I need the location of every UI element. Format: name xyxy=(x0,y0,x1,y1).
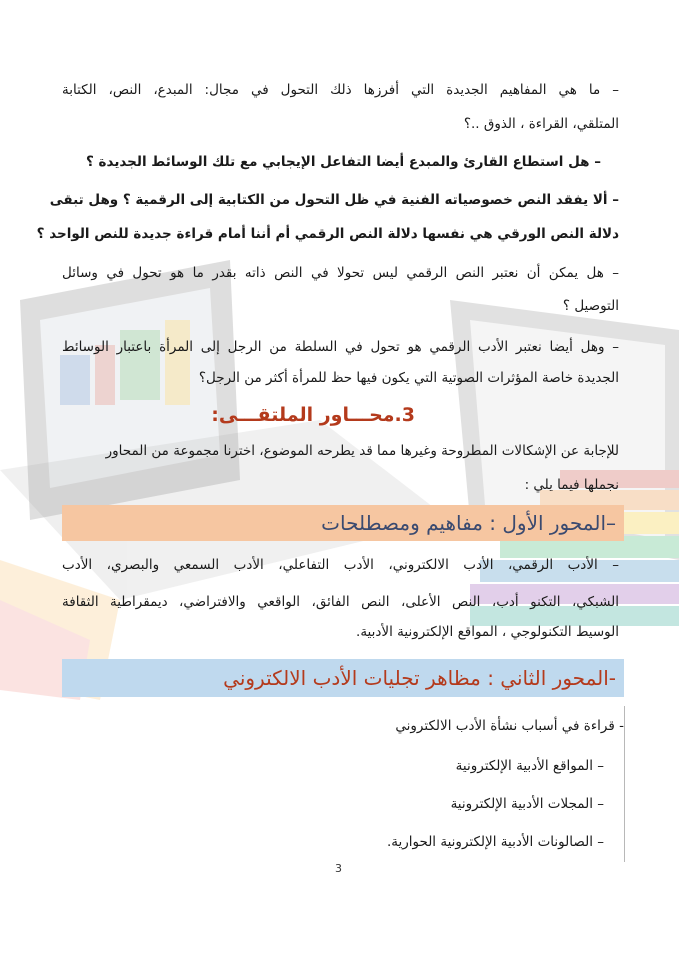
question-5-line-2: الجديدة خاصة المؤثرات الصوتية التي يكون فيها حظ للمرأة أكثر من الرجل؟ xyxy=(198,370,619,386)
question-1-line-1: – ما هي المفاهيم الجديدة التي أفرزها ذلك التحول في مجال: المبدع، النص، الكتابة xyxy=(62,82,619,98)
section-intro-line-2: نجملها فيما يلي : xyxy=(524,477,619,493)
question-4-line-1: – هل يمكن أن نعتبر النص الرقمي ليس تحولا في النص ذاته بقدر ما هو تحول في وسائل xyxy=(62,265,619,281)
question-5-line-1: – وهل أيضا نعتبر الأدب الرقمي هو تحول في السلطة من الرجل إلى المرأة باعتبار الوسائط xyxy=(62,339,619,355)
page-number: 3 xyxy=(335,862,342,875)
axis-1-line-1: – الأدب الرقمي، الأدب الالكتروني، الأدب التفاعلي، الأدب السمعي والبصري، الأدب xyxy=(62,557,619,573)
question-3-line-2: دلالة النص الورقي هي نفسها دلالة النص الرقمي أم أننا أمام قراءة جديدة للنص الواحد ؟ xyxy=(36,226,619,242)
axis-1-line-3: الوسيط التكنولوجي ، المواقع الإلكترونية الأدبية. xyxy=(356,624,619,640)
list-item: – المواقع الأدبية الإلكترونية xyxy=(455,758,604,774)
question-1-line-2: المتلقي، القراءة ، الذوق ..؟ xyxy=(463,116,619,132)
axis-2-list xyxy=(64,706,625,862)
axis-2-title-bar: -المحور الثاني : مظاهر تجليات الأدب الالكتروني xyxy=(62,659,624,697)
question-4-line-2: التوصيل ؟ xyxy=(562,298,619,314)
list-item: – الصالونات الأدبية الإلكترونية الحوارية. xyxy=(386,834,604,850)
axis-1-title-bar: –المحور الأول : مفاهيم ومصطلحات xyxy=(62,505,624,541)
list-item: – المجلات الأدبية الإلكترونية xyxy=(450,796,604,812)
axis-1-line-2: الشبكي، التكنو أدب، النص الأعلى، النص الفائق، الواقعي والافتراضي، ديمقراطية الثقافة xyxy=(62,594,619,610)
question-3-line-1: – ألا يفقد النص خصوصياته الفنية في ظل التحول من الكتابية إلى الرقمية ؟ وهل تبقى xyxy=(49,192,619,208)
question-2-line-1: – هل استطاع القارئ والمبدع أيضا التفاعل الإيجابي مع تلك الوسائط الجديدة ؟ xyxy=(86,154,601,170)
list-item: - قراءة في أسباب نشأة الأدب الالكتروني xyxy=(395,718,624,734)
section-intro-line-1: للإجابة عن الإشكالات المطروحة وغيرها مما قد يطرحه الموضوع، اخترنا مجموعة من المحاور xyxy=(105,443,619,459)
section-title: 3.محـــاور الملتقـــى: xyxy=(211,404,415,426)
